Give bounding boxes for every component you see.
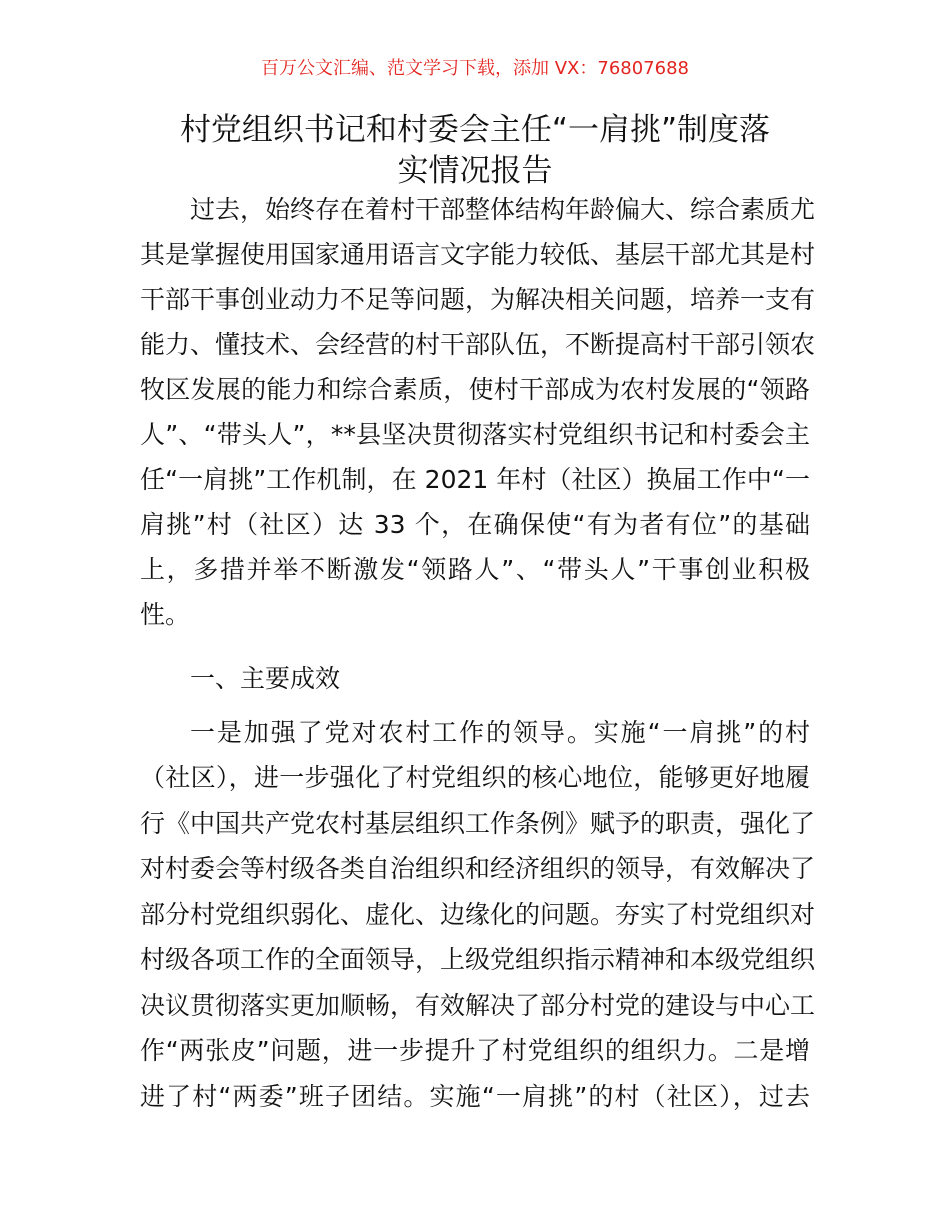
text-line: 一是加强了党对农村工作的领导。实施“一肩挑”的村 [190, 718, 810, 747]
text-line: 性。 [140, 600, 191, 629]
text-line: 过去，始终存在着村干部整体结构年龄偏大、综合素质尤 [190, 195, 816, 224]
watermark-header: 百万公文汇编、范文学习下载，添加 VX：76807688 [261, 58, 689, 79]
text-line: 肩挑”村（社区）达 33 个，在确保使“有为者有位”的基础 [140, 510, 810, 539]
text-line: 人”、“带头人”，**县坚决贯彻落实村党组织书记和村委会主 [140, 420, 810, 449]
text-line: 牧区发展的能力和综合素质，使村干部成为农村发展的“领路 [140, 375, 810, 404]
text-line: 行《中国共产党农村基层组织工作条例》赋予的职责，强化了 [140, 809, 816, 838]
text-line: 上，多措并举不断激发“领路人”、“带头人”干事创业积极 [140, 555, 810, 584]
text-line: 决议贯彻落实更加顺畅，有效解决了部分村党的建设与中心工 [140, 991, 816, 1020]
text-line: 对村委会等村级各类自治组织和经济组织的领导，有效解决了 [140, 854, 816, 883]
text-line: （社区），进一步强化了村党组织的核心地位，能够更好地履 [140, 763, 810, 792]
text-line: 任“一肩挑”工作机制，在 2021 年村（社区）换届工作中“一 [140, 465, 810, 494]
section-heading: 一、主要成效 [190, 664, 341, 693]
text-line: 村级各项工作的全面领导，上级党组织指示精神和本级党组织 [140, 945, 816, 974]
text-line: 进了村“两委”班子团结。实施“一肩挑”的村（社区），过去 [140, 1082, 810, 1111]
text-line: 部分村党组织弱化、虚化、边缘化的问题。夯实了村党组织对 [140, 900, 816, 929]
text-line: 能力、懂技术、会经营的村干部队伍，不断提高村干部引领农 [140, 330, 816, 359]
text-line: 干部干事创业动力不足等问题，为解决相关问题，培养一支有 [140, 285, 816, 314]
text-line: 作“两张皮”问题，进一步提升了村党组织的组织力。二是增 [140, 1036, 810, 1065]
document-title-line-1: 村党组织书记和村委会主任“一肩挑”制度落 [179, 112, 771, 148]
document-title-line-2: 实情况报告 [397, 153, 553, 189]
text-line: 其是掌握使用国家通用语言文字能力较低、基层干部尤其是村 [140, 240, 816, 269]
